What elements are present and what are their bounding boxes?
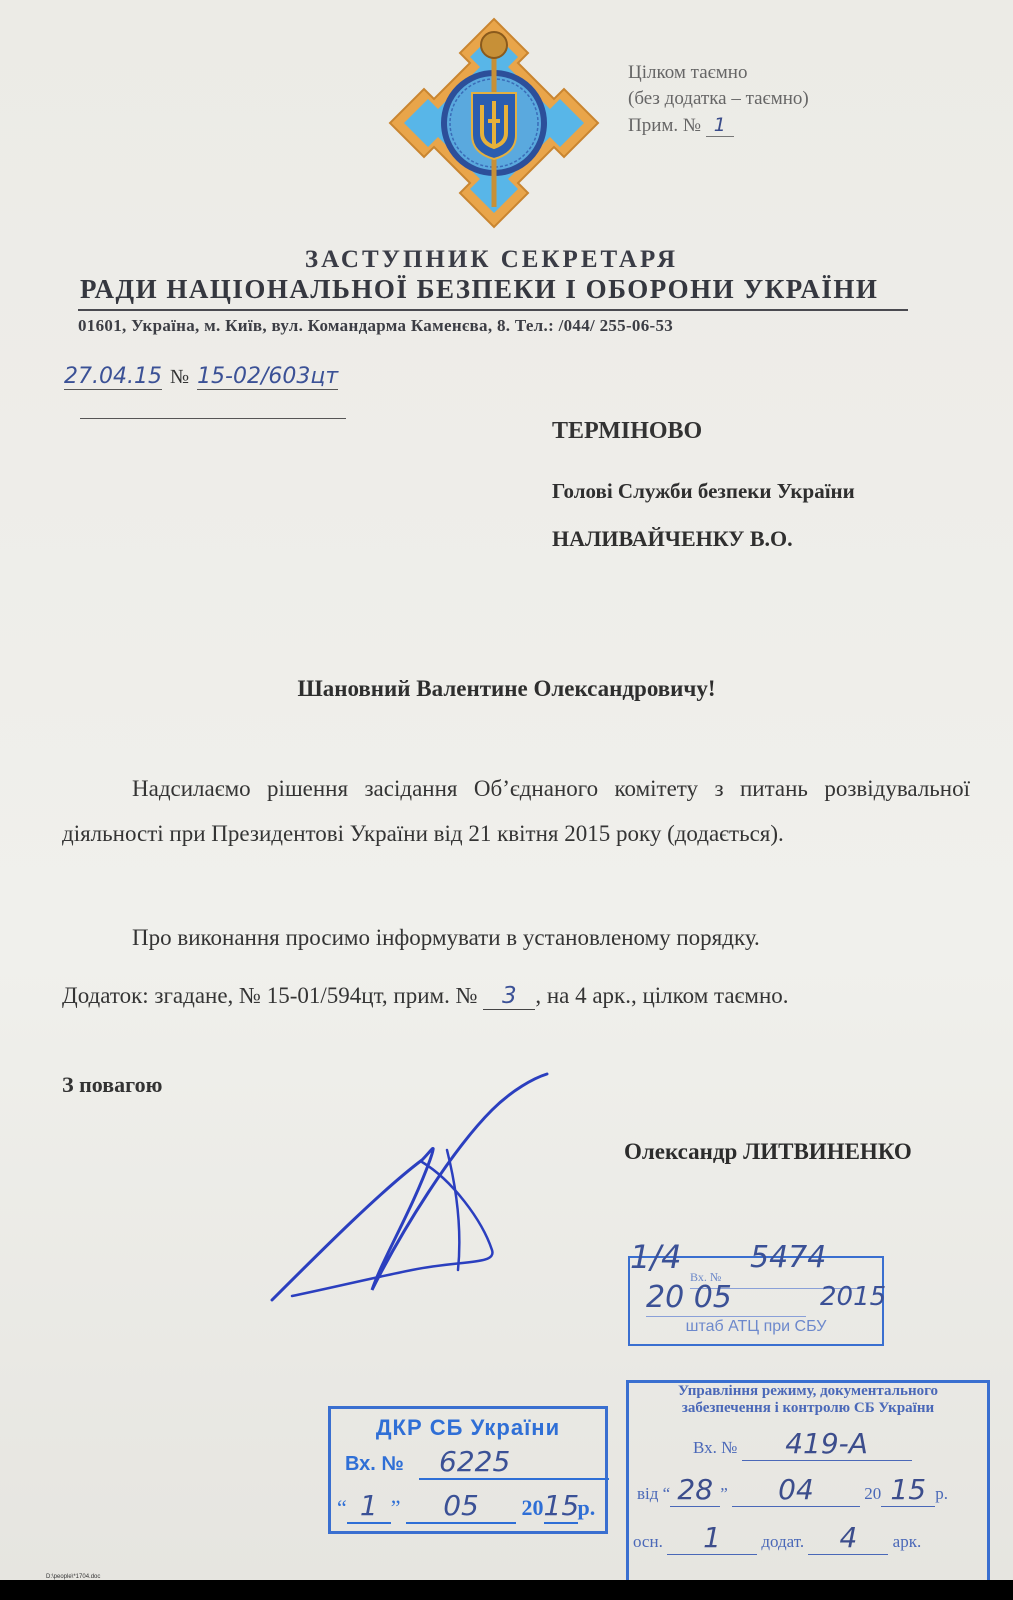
outgoing-reference [64, 364, 338, 389]
registry-header-line-1: Управління режиму, документального [677, 1383, 939, 1399]
attachment-line [62, 983, 789, 1010]
registry-header [633, 1383, 983, 1417]
attachment-copy-number: 3 [483, 983, 535, 1010]
copy-number-line [628, 112, 809, 139]
atc-vx-label: Вх. № [690, 1270, 722, 1284]
atc-date-line [646, 1316, 806, 1317]
addressee-name: НАЛИВАЙЧЕНКУ В.О. [552, 526, 793, 551]
classification-block [628, 60, 809, 139]
signer-name: Олександр ЛИТВИНЕНКО [624, 1139, 912, 1164]
outgoing-number-label: № [169, 366, 190, 388]
registry-main-label: осн. [633, 1532, 663, 1551]
registry-vx-label: Вх. № [693, 1438, 738, 1457]
classification-level: Цілком таємно [628, 62, 748, 83]
dkr-year-end: р. [577, 1495, 596, 1520]
dkr-day: 1 [347, 1489, 391, 1524]
footer-filename: D:\people\*1704.doc [46, 1574, 101, 1580]
registry-vx-row [693, 1427, 912, 1461]
salutation: Шановний Валентине Олександровичу! [297, 676, 716, 701]
registry-header-line-2: забезпечення і контролю СБ України [681, 1400, 935, 1416]
nsdc-emblem-icon [383, 12, 605, 234]
atc-year: 2015 [820, 1282, 887, 1312]
letterhead-divider [78, 309, 908, 311]
stamp-dkr-sbu [328, 1406, 608, 1534]
registry-date-row [637, 1473, 948, 1507]
registry-day: 28 [670, 1473, 720, 1507]
dkr-vx-number: 6225 [419, 1445, 609, 1480]
atc-stamp-footer: штаб АТЦ при СБУ [685, 1318, 827, 1335]
registry-date-label: від “ [637, 1484, 671, 1503]
dkr-month: 05 [406, 1489, 516, 1524]
registry-year-end: р. [935, 1484, 948, 1503]
registry-attach-label: додат. [761, 1532, 805, 1551]
registry-year-prefix: 20 [864, 1484, 882, 1503]
classification-note: (без додатка – таємно) [628, 88, 809, 109]
registry-main-count: 1 [667, 1521, 757, 1555]
registry-year-suffix: 15 [881, 1473, 935, 1507]
registry-attach-count: 4 [808, 1521, 888, 1555]
atc-handwritten-prefix: 1/4 [630, 1238, 682, 1276]
body-paragraph-1: Надсилаємо рішення засідання Об’єднаного комітету з питань розвідувальної діяльності при Президентові України від 21 квітня 2015 року (додається). [62, 776, 970, 846]
dkr-vx-label: Вх. № [345, 1453, 404, 1475]
atc-date: 20 05 [646, 1280, 732, 1315]
handwritten-signature-icon [262, 1070, 572, 1320]
atc-vx-number: 5474 [750, 1240, 827, 1275]
stamp-registry-control [626, 1380, 990, 1580]
urgency-label: ТЕРМІНОВО [552, 418, 703, 444]
closing: З повагою [62, 1072, 163, 1097]
registry-sheets-row [633, 1521, 921, 1555]
registry-date-close: ” [720, 1484, 728, 1503]
copy-number-value: 1 [706, 114, 734, 137]
stamp-atc-headquarters [628, 1238, 887, 1346]
attachment-suffix: , на 4 арк., цілком таємно. [535, 983, 789, 1008]
body-paragraph-2: Про виконання просимо інформувати в установленому порядку. [132, 925, 760, 950]
outgoing-date: 27.04.15 [64, 364, 162, 389]
registry-month: 04 [732, 1473, 860, 1507]
copy-number-label: Прим. № [628, 115, 702, 136]
dkr-year-suffix: 15 [543, 1489, 580, 1522]
letterhead-address: 01601, Україна, м. Київ, вул. Командарма Каменєва, 8. Тел.: /044/ 255-06-53 [78, 316, 674, 335]
outgoing-number: 15-02/603цт [197, 364, 339, 389]
dkr-date: “ 1 ” 05 2015р. [337, 1489, 596, 1522]
dkr-stamp-title: ДКР СБ України [375, 1415, 561, 1440]
registry-sheets-label: арк. [892, 1532, 922, 1551]
reference-divider [80, 418, 346, 419]
letterhead-organization: РАДИ НАЦІОНАЛЬНОЇ БЕЗПЕКИ І ОБОРОНИ УКРАЇНИ [80, 274, 879, 304]
registry-vx-number: 419-А [742, 1427, 912, 1461]
bottom-border [0, 1582, 1013, 1600]
letterhead-title: ЗАСТУПНИК СЕКРЕТАРЯ [304, 246, 679, 273]
addressee-title: Голові Служби безпеки України [552, 479, 855, 503]
attachment-prefix: Додаток: згадане, № 15-01/594цт, прим. № [62, 983, 478, 1008]
dkr-year-prefix: 20 [521, 1495, 544, 1520]
